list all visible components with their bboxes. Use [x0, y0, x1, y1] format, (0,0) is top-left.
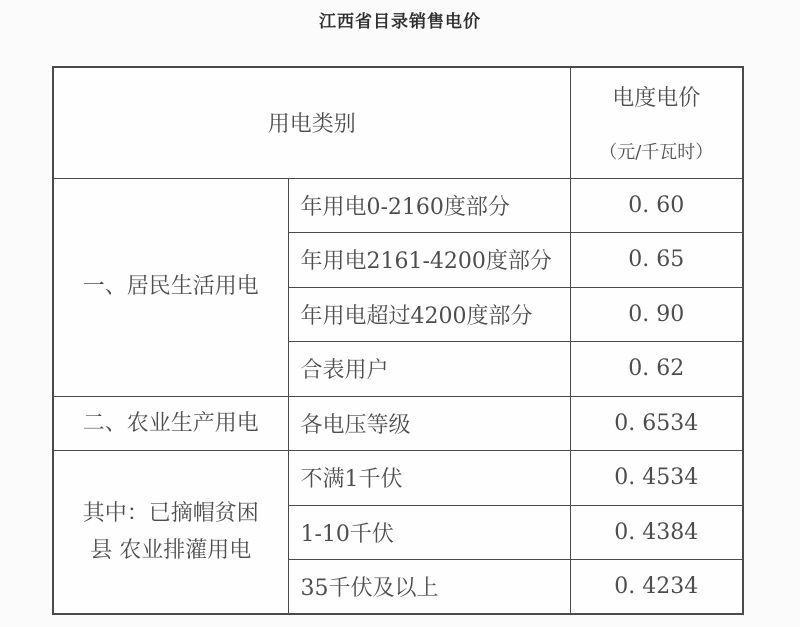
price-cell: 0. 4384 [570, 505, 743, 560]
electricity-price-table [52, 66, 744, 615]
price-cell: 0. 4534 [570, 451, 743, 506]
tier-cell: 年用电0-2160度部分 [288, 178, 570, 233]
page-title: 江西省目录销售电价 [319, 12, 481, 31]
tier-cell: 年用电超过4200度部分 [288, 287, 570, 342]
group-poverty-county-irrigation-cell: 其中：已摘帽贫困县 农业排灌用电 [53, 451, 288, 615]
column-header-price [570, 67, 743, 178]
table-row [53, 396, 743, 451]
voltage-tier-cell: 35千伏及以上 [288, 560, 570, 615]
tier-cell: 合表用户 [288, 342, 570, 397]
price-cell: 0. 62 [570, 342, 743, 397]
column-header-category: 用电类别 [53, 67, 570, 178]
price-cell: 0. 60 [570, 178, 743, 233]
table-header-row [53, 67, 743, 178]
price-header-unit: （元/千瓦时） [599, 142, 714, 164]
price-cell: 0. 90 [570, 287, 743, 342]
table-row [53, 451, 743, 506]
group-residential-cell: 一、居民生活用电 [53, 178, 288, 396]
price-cell: 0. 6534 [570, 396, 743, 451]
voltage-tier-cell: 1-10千伏 [288, 505, 570, 560]
table-row [53, 178, 743, 233]
price-header-label: 电度电价 [612, 86, 701, 112]
price-cell: 0. 65 [570, 233, 743, 288]
tier-cell: 年用电2161-4200度部分 [288, 233, 570, 288]
price-cell: 0. 4234 [570, 560, 743, 615]
group-agriculture-cell: 二、农业生产用电 [53, 396, 288, 451]
tier-cell: 各电压等级 [288, 396, 570, 451]
voltage-tier-cell: 不满1千伏 [288, 451, 570, 506]
